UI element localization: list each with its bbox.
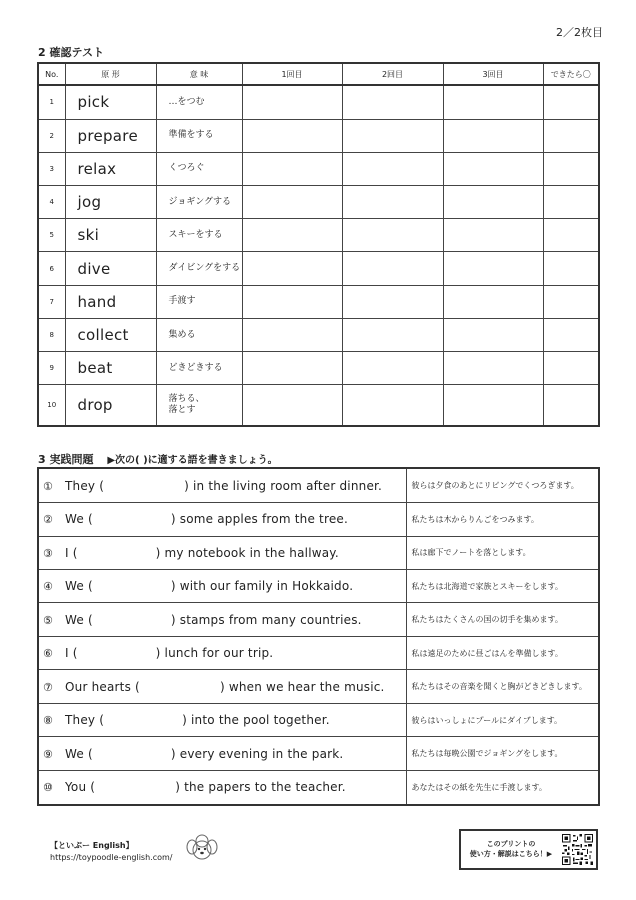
- attempt-2-cell[interactable]: [342, 352, 443, 385]
- vocab-row: [38, 385, 599, 426]
- attempt-1-cell[interactable]: [242, 285, 342, 318]
- practice-sentence: [38, 603, 406, 636]
- japanese-translation: 私たちはその音楽を聞くと胸がどきどきします。: [406, 670, 599, 703]
- attempt-2-cell[interactable]: [342, 318, 443, 351]
- done-check-cell[interactable]: [543, 152, 599, 185]
- base-form-word: beat: [65, 352, 156, 385]
- practice-sentence: [38, 737, 406, 770]
- practice-sentence: [38, 536, 406, 569]
- header-attempt-1: 1回目: [242, 63, 342, 85]
- practice-row: [38, 770, 599, 805]
- vocab-row: [38, 252, 599, 285]
- base-form-word: dive: [65, 252, 156, 285]
- header-attempt-3: 3回目: [443, 63, 543, 85]
- question-number: ④: [43, 580, 54, 594]
- meaning-text: どきどきする: [156, 352, 242, 385]
- attempt-3-cell[interactable]: [443, 119, 543, 152]
- japanese-translation: 私は遠足のために昼ごはんを準備します。: [406, 636, 599, 669]
- meaning-text: …をつむ: [156, 85, 242, 119]
- vocab-row: [38, 352, 599, 385]
- section-2-title: 2 確認テスト: [38, 46, 105, 59]
- meaning-text: ジョギングする: [156, 186, 242, 219]
- vocab-row: [38, 219, 599, 252]
- sentence-before-blank: They (: [65, 478, 105, 493]
- base-form-word: pick: [65, 85, 156, 119]
- sentence-after-blank: ) in the living room after dinner.: [184, 478, 383, 493]
- attempt-3-cell[interactable]: [443, 252, 543, 285]
- base-form-word: hand: [65, 285, 156, 318]
- row-number: 3: [38, 152, 65, 185]
- header-meaning: 意 味: [156, 63, 242, 85]
- meaning-text: スキーをする: [156, 219, 242, 252]
- sentence-before-blank: We (: [65, 579, 93, 594]
- sentence-after-blank: ) every evening in the park.: [170, 746, 344, 761]
- vocab-row: [38, 285, 599, 318]
- done-check-cell[interactable]: [543, 352, 599, 385]
- meaning-text: ダイビングをする: [156, 252, 242, 285]
- sentence-after-blank: ) my notebook in the hallway.: [155, 545, 339, 560]
- question-number: ⑩: [43, 781, 54, 795]
- done-check-cell[interactable]: [543, 219, 599, 252]
- attempt-3-cell[interactable]: [443, 318, 543, 351]
- header-no: No.: [38, 63, 65, 85]
- attempt-3-cell[interactable]: [443, 385, 543, 426]
- practice-sentence: [38, 703, 406, 736]
- japanese-translation: 私たちは毎晩公園でジョギングをします。: [406, 737, 599, 770]
- meaning-text: 集める: [156, 318, 242, 351]
- header-attempt-2: 2回目: [342, 63, 443, 85]
- attempt-3-cell[interactable]: [443, 219, 543, 252]
- practice-row: [38, 468, 599, 503]
- practice-row: [38, 570, 599, 603]
- attempt-2-cell[interactable]: [342, 385, 443, 426]
- meaning-text: 落ちる、 落とす: [156, 385, 242, 426]
- qr-code-icon[interactable]: [562, 834, 593, 865]
- poodle-icon: [184, 832, 220, 864]
- base-form-word: drop: [65, 385, 156, 426]
- base-form-word: jog: [65, 186, 156, 219]
- vocab-header-row: [38, 63, 599, 85]
- sentence-before-blank: I (: [65, 545, 78, 560]
- qr-link-box[interactable]: [459, 829, 598, 870]
- question-number: ①: [43, 479, 54, 493]
- base-form-word: prepare: [65, 119, 156, 152]
- sentence-after-blank: ) the papers to the teacher.: [175, 780, 346, 795]
- done-check-cell[interactable]: [543, 385, 599, 426]
- sentence-before-blank: Our hearts (: [65, 679, 140, 694]
- row-number: 2: [38, 119, 65, 152]
- brand-url[interactable]: https://toypoodle-english.com/: [50, 853, 173, 862]
- japanese-translation: 私たちは北海道で家族とスキーをします。: [406, 570, 599, 603]
- base-form-word: collect: [65, 318, 156, 351]
- attempt-3-cell[interactable]: [443, 152, 543, 185]
- vocab-row: [38, 85, 599, 119]
- attempt-2-cell[interactable]: [342, 152, 443, 185]
- attempt-1-cell[interactable]: [242, 186, 342, 219]
- done-check-cell[interactable]: [543, 285, 599, 318]
- base-form-word: relax: [65, 152, 156, 185]
- vocab-row: [38, 186, 599, 219]
- attempt-3-cell[interactable]: [443, 85, 543, 119]
- attempt-2-cell[interactable]: [342, 85, 443, 119]
- japanese-translation: あなたはその紙を先生に手渡します。: [406, 770, 599, 805]
- section-3-instruction: ▶次の( )に適する語を書きましょう。: [107, 455, 278, 466]
- attempt-3-cell[interactable]: [443, 186, 543, 219]
- attempt-1-cell[interactable]: [242, 85, 342, 119]
- done-check-cell[interactable]: [543, 318, 599, 351]
- sentence-before-blank: I (: [65, 646, 78, 661]
- sentence-before-blank: They (: [65, 713, 105, 728]
- question-number: ⑥: [43, 647, 54, 661]
- sentence-after-blank: ) into the pool together.: [182, 713, 330, 728]
- sentence-before-blank: You (: [65, 780, 96, 795]
- practice-sentence: [38, 503, 406, 536]
- practice-row: [38, 703, 599, 736]
- attempt-1-cell[interactable]: [242, 385, 342, 426]
- attempt-1-cell[interactable]: [242, 352, 342, 385]
- attempt-3-cell[interactable]: [443, 352, 543, 385]
- practice-sentence: [38, 670, 406, 703]
- row-number: 5: [38, 219, 65, 252]
- attempt-1-cell[interactable]: [242, 318, 342, 351]
- row-number: 6: [38, 252, 65, 285]
- japanese-translation: 私は廊下でノートを落とします。: [406, 536, 599, 569]
- question-number: ⑤: [43, 613, 54, 627]
- japanese-translation: 彼らはいっしょにプールにダイブします。: [406, 703, 599, 736]
- sentence-before-blank: We (: [65, 612, 93, 627]
- practice-table: [37, 467, 600, 806]
- japanese-translation: 彼らは夕食のあとにリビングでくつろぎます。: [406, 468, 599, 503]
- attempt-2-cell[interactable]: [342, 186, 443, 219]
- practice-row: [38, 503, 599, 536]
- meaning-text: 手渡す: [156, 285, 242, 318]
- sentence-after-blank: ) when we hear the music.: [219, 679, 385, 694]
- practice-sentence: [38, 770, 406, 805]
- vocab-row: [38, 152, 599, 185]
- practice-row: [38, 536, 599, 569]
- header-base-form: 原 形: [65, 63, 156, 85]
- question-number: ⑦: [43, 680, 54, 694]
- page-number: 2／2枚目: [556, 26, 603, 39]
- meaning-text: くつろぐ: [156, 152, 242, 185]
- attempt-2-cell[interactable]: [342, 119, 443, 152]
- sentence-after-blank: ) stamps from many countries.: [170, 612, 362, 627]
- row-number: 8: [38, 318, 65, 351]
- brand-name: 【といぷー English】: [50, 841, 134, 850]
- section-3-title: 3 実践問題: [38, 453, 94, 466]
- practice-row: [38, 603, 599, 636]
- row-number: 7: [38, 285, 65, 318]
- practice-sentence: [38, 636, 406, 669]
- sentence-before-blank: We (: [65, 746, 93, 761]
- attempt-1-cell[interactable]: [242, 219, 342, 252]
- practice-row: [38, 670, 599, 703]
- question-number: ②: [43, 513, 54, 527]
- question-number: ③: [43, 546, 54, 560]
- attempt-1-cell[interactable]: [242, 152, 342, 185]
- row-number: 1: [38, 85, 65, 119]
- done-check-cell[interactable]: [543, 252, 599, 285]
- practice-sentence: [38, 570, 406, 603]
- sentence-after-blank: ) some apples from the tree.: [170, 512, 348, 527]
- done-check-cell[interactable]: [543, 85, 599, 119]
- vocab-test-table: [37, 62, 600, 427]
- attempt-1-cell[interactable]: [242, 252, 342, 285]
- row-number: 10: [38, 385, 65, 426]
- question-number: ⑧: [43, 714, 54, 728]
- attempt-2-cell[interactable]: [342, 285, 443, 318]
- row-number: 4: [38, 186, 65, 219]
- vocab-row: [38, 119, 599, 152]
- practice-row: [38, 636, 599, 669]
- practice-row: [38, 737, 599, 770]
- sentence-after-blank: ) with our family in Hokkaido.: [170, 579, 354, 594]
- practice-sentence: [38, 468, 406, 503]
- header-done: できたら〇: [543, 63, 599, 85]
- qr-link-text: このプリントの 使い方・解説はこちら！▶: [469, 840, 553, 858]
- meaning-text: 準備をする: [156, 119, 242, 152]
- done-check-cell[interactable]: [543, 119, 599, 152]
- done-check-cell[interactable]: [543, 186, 599, 219]
- attempt-2-cell[interactable]: [342, 252, 443, 285]
- vocab-row: [38, 318, 599, 351]
- sentence-before-blank: We (: [65, 512, 93, 527]
- attempt-2-cell[interactable]: [342, 219, 443, 252]
- japanese-translation: 私たちはたくさんの国の切手を集めます。: [406, 603, 599, 636]
- section-3-title-wrap: [38, 451, 278, 467]
- sentence-after-blank: ) lunch for our trip.: [155, 646, 274, 661]
- question-number: ⑨: [43, 747, 54, 761]
- row-number: 9: [38, 352, 65, 385]
- attempt-3-cell[interactable]: [443, 285, 543, 318]
- base-form-word: ski: [65, 219, 156, 252]
- japanese-translation: 私たちは木からりんごをつみます。: [406, 503, 599, 536]
- attempt-1-cell[interactable]: [242, 119, 342, 152]
